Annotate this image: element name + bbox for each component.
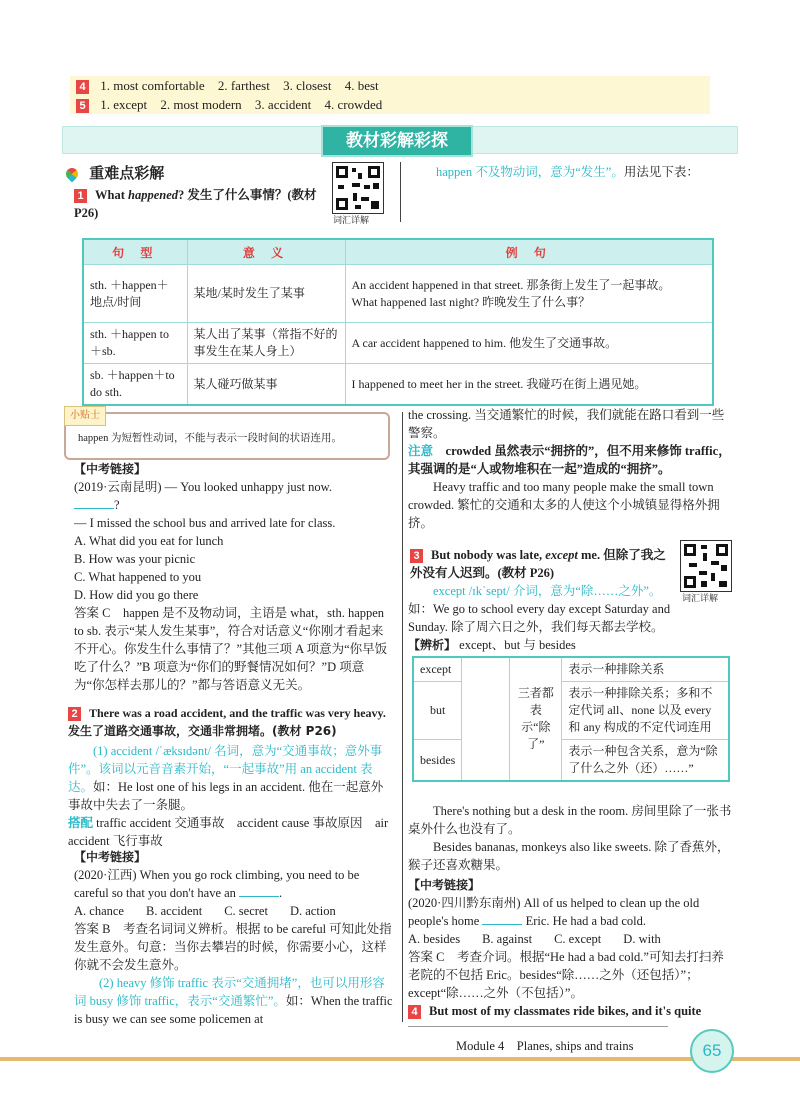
point-2-translation: 发生了道路交通事故，交通非常拥堵。(教材 P26) xyxy=(68,724,337,738)
section-header xyxy=(62,126,738,154)
table-cell: sth. ＋happen＋地点/时间 xyxy=(83,265,187,323)
table-cell: 某人出了某事（常指不好的事发生在某人身上） xyxy=(187,323,345,364)
answer-item: 4. crowded xyxy=(324,97,383,112)
table-cell: An accident happened in that street. 那条街上发生了一起事故。 What happened last night? 昨晚发生了什么事？ xyxy=(345,265,713,323)
point-2-sentence: There was a road accident, and the traffic was very heavy. xyxy=(89,706,386,720)
number-badge: 1 xyxy=(74,189,87,203)
collocation-label: 搭配 xyxy=(68,815,94,830)
tip-label: 小贴士 xyxy=(64,406,106,426)
table-cell: sth. ＋happen to＋sb. xyxy=(83,323,187,364)
exam-link-head: 【中考链接】 xyxy=(74,850,147,864)
point-2 xyxy=(68,704,394,850)
table-cell: besides xyxy=(413,740,462,782)
answer-item: 2. farthest xyxy=(217,78,270,93)
footer-module: Module 4 xyxy=(456,1039,505,1053)
table-cell: 某人碰巧做某事 xyxy=(187,364,345,406)
point-1-keyword: happened xyxy=(128,188,178,202)
left-head-text: 重难点彩解 xyxy=(89,164,165,182)
qr-code-icon xyxy=(333,163,383,213)
question-text: Eric. He had a bad cold. xyxy=(525,914,647,928)
option: C. What happened to you xyxy=(74,570,202,584)
point-3-text: But nobody was late, xyxy=(431,548,546,562)
answer-row-5 xyxy=(76,97,392,113)
point-1-text: What xyxy=(95,188,128,202)
table-cell: I happened to meet her in the street. 我碰巧在街上遇见她。 xyxy=(345,364,713,406)
option: B. How was your picnic xyxy=(74,552,196,566)
table-cell: except xyxy=(413,657,462,682)
footer-bar xyxy=(0,1057,800,1061)
number-badge: 5 xyxy=(76,99,89,113)
options-row xyxy=(74,902,394,920)
number-badge: 4 xyxy=(76,80,89,94)
table-cell: 表示一种排除关系；多和不定代词 all、none 以及 every 和 any 构成的不定代词连用 xyxy=(562,682,729,740)
qr-caption: 词汇详解 xyxy=(333,216,370,226)
table-header: 句 型 xyxy=(83,239,187,265)
right-column xyxy=(408,406,734,532)
point-3-keyword: except xyxy=(545,548,578,562)
analysis-text: except、but 与 besides xyxy=(459,638,576,652)
question-text: (2020·四川黔东南州) All of us helped to clean up the old people's home xyxy=(408,896,700,928)
analysis xyxy=(408,636,734,654)
blank xyxy=(482,924,522,925)
exam-link-2 xyxy=(74,848,394,1028)
answer-strip xyxy=(70,76,710,114)
point-2-explanation xyxy=(68,742,394,814)
collocation xyxy=(68,814,394,850)
option: C. secret xyxy=(224,904,268,918)
table-cell: but xyxy=(413,682,462,740)
tip-box xyxy=(64,412,390,460)
point-2-example: 如：When the traffic is busy we can see some policemen at xyxy=(74,994,393,1026)
section-title: 教材彩解彩探 xyxy=(321,125,473,157)
question-blank xyxy=(74,496,394,514)
option: D. action xyxy=(289,904,336,918)
tip-text: happen 为短暂性动词，不能与表示一段时间的状语连用。 xyxy=(78,433,342,444)
question-mark: ? xyxy=(114,498,120,512)
except-table xyxy=(412,656,730,782)
table-cell: 表示一种包含关系，意为“除了什么之外（还）……” xyxy=(562,740,729,782)
option: B. against xyxy=(482,932,533,946)
point-3 xyxy=(410,546,672,582)
question-text: (2020·江西) When you go rock climbing, you need to be careful so that you don't have an xyxy=(74,868,360,900)
table-header: 意 义 xyxy=(187,239,345,265)
question-line: (2019·云南昆明) — You looked unhappy just now. xyxy=(74,480,332,494)
blank xyxy=(239,896,279,897)
blank xyxy=(74,508,114,509)
exam-link-head: 【中考链接】 xyxy=(408,878,481,892)
answer-item: 3. accident xyxy=(254,97,312,112)
divider xyxy=(402,412,403,1022)
divider xyxy=(400,162,401,222)
except-definition: except /ɪkˈsept/ 介词，意为“除……之外”。 xyxy=(433,584,662,598)
answer-explanation: 答案 B 考查名词词义辨析。根据 to be careful 可知此处指发生意外。句意：当你去攀岩的时候，你需要小心，这样你就不会发生意外。 xyxy=(74,922,392,972)
answer-row-4 xyxy=(76,78,389,94)
location-pin-icon xyxy=(64,165,81,182)
analysis-head: 【辨析】 xyxy=(408,638,457,652)
number-badge: 3 xyxy=(410,549,423,563)
question-line: (2020·江西) When you go rock climbing, you need to be careful so that you don't have an . xyxy=(74,868,360,900)
example-text: Besides bananas, monkeys also like sweets. 除了香蕉外，猴子还喜欢糖果。 xyxy=(408,840,730,872)
point-2-example: 如：He lost one of his legs in an accident. 他在一起意外事故中失去了一条腿。 xyxy=(68,780,384,812)
answer-explanation: 答案 C 考查介词。根据“He had a bad cold.”可知去打扫养老院的不包括 Eric。besides“除……之外（还包括）”；except“除……之外（不包括）”。 xyxy=(408,950,724,1000)
table-row xyxy=(83,265,713,323)
point-4 xyxy=(408,1002,734,1020)
table-cell: 表示一种排除关系 xyxy=(562,657,729,682)
option: C. except xyxy=(554,932,602,946)
footer-text xyxy=(456,1036,633,1054)
page-number: 65 xyxy=(690,1029,734,1073)
qr-caption: 词汇详解 xyxy=(682,594,719,604)
table-header: 例 句 xyxy=(345,239,713,265)
answer-item: 4. best xyxy=(344,78,379,93)
exam-link-head: 【中考链接】 xyxy=(74,462,147,476)
table-cell: A car accident happened to him. 他发生了交通事故。 xyxy=(345,323,713,364)
continued-text: the crossing. 当交通繁忙的时候，我们就能在路口看到一些警察。 xyxy=(408,408,725,440)
question-line xyxy=(408,894,734,930)
usage-table xyxy=(82,238,714,406)
answer-item: 3. closest xyxy=(283,78,332,93)
answer-item: 1. except xyxy=(100,97,148,112)
answer-explanation: 答案 C happen 是不及物动词，主语是 what，sth. happen to sb. 表示“某人发生某事”，符合对话意义“你刚才看起来不开心。你发生什么事情了？”其他三项 A 项意为“你早饭吃了什么？”B 项意为“你们的野餐情况如何？”D 项意为“你怎样去那儿的？”都与答语意义无关。 xyxy=(74,606,388,692)
question-line: — I missed the school bus and arrived late for class. xyxy=(74,516,336,530)
point-2-part-2 xyxy=(74,974,394,1028)
left-head xyxy=(66,162,164,183)
table-header-row xyxy=(83,239,713,265)
point-1-text: ? 发生了什么事情？(教材 P26) xyxy=(74,188,317,220)
table-row xyxy=(413,740,729,782)
table-cell: 某地/某时发生了某事 xyxy=(187,265,345,323)
footer-title: Planes, ships and trains xyxy=(516,1039,634,1053)
option: D. with xyxy=(623,932,661,946)
example-text: Heavy traffic and too many people make the small town crowded. 繁忙的交通和太多的人使这个小城镇显得格外拥挤。 xyxy=(408,480,720,530)
note-label: 注意 xyxy=(408,443,434,458)
options-row xyxy=(408,930,734,948)
right-column-lower xyxy=(408,802,734,1020)
point-1 xyxy=(74,186,324,222)
except-explanation xyxy=(408,582,734,654)
except-definition-line xyxy=(408,582,674,636)
table-row xyxy=(83,364,713,406)
table-row xyxy=(413,682,729,740)
right-intro-text: 用法见下表： xyxy=(623,165,699,179)
footer-rule xyxy=(408,1026,668,1027)
table-row xyxy=(83,323,713,364)
point-2-definition: (2) heavy 修饰 traffic 表示“交通拥堵”，也可以用形容词 busy 修饰 traffic，表示“交通繁忙”。 xyxy=(74,976,385,1008)
option: A. chance xyxy=(74,904,124,918)
point-4-sentence: But most of my classmates ride bikes, and it's quite xyxy=(429,1004,702,1018)
point-2-definition: (1) accident /ˈæksɪdənt/ 名词，意为“交通事故；意外事件”。该词以元音音素开始，“一起事故”用 an accident 表达。 xyxy=(68,744,383,794)
answer-item: 2. most modern xyxy=(160,97,242,112)
point-2-heading xyxy=(68,704,394,722)
option: A. What did you eat for lunch xyxy=(74,534,224,548)
table-cell: 三者都表示“除了” xyxy=(510,657,562,781)
table-row xyxy=(413,657,729,682)
option: D. How did you go there xyxy=(74,588,199,602)
qr-code-icon[interactable] xyxy=(332,162,384,214)
number-badge: 4 xyxy=(408,1005,421,1019)
point-3-text: me. 但除了我之外没有人迟到。(教材 P26) xyxy=(410,548,666,580)
option: A. besides xyxy=(408,932,461,946)
note xyxy=(408,442,734,478)
answer-item: 1. most comfortable xyxy=(100,78,205,93)
exam-link-1 xyxy=(74,460,394,694)
right-intro xyxy=(436,162,699,180)
number-badge: 2 xyxy=(68,707,81,721)
except-example: 如：We go to school every day except Saturday and Sunday. 除了周六日之外，我们每天都去学校。 xyxy=(408,602,671,634)
option: B. accident xyxy=(145,904,203,918)
note-text: crowded 虽然表示“拥挤的”，但不用来修饰 traffic，其强调的是“人或物堆积在一起”造成的“拥挤”。 xyxy=(408,444,731,476)
table-cell: sb. ＋happen＋to do sth. xyxy=(83,364,187,406)
example-text: There's nothing but a desk in the room. 房间里除了一张书桌外什么也没有了。 xyxy=(408,804,732,836)
right-intro-definition: happen 不及物动词，意为“发生”。 xyxy=(436,165,624,179)
collocation-text: traffic accident 交通事故 accident cause 事故原因 air accident 飞行事故 xyxy=(68,816,389,848)
